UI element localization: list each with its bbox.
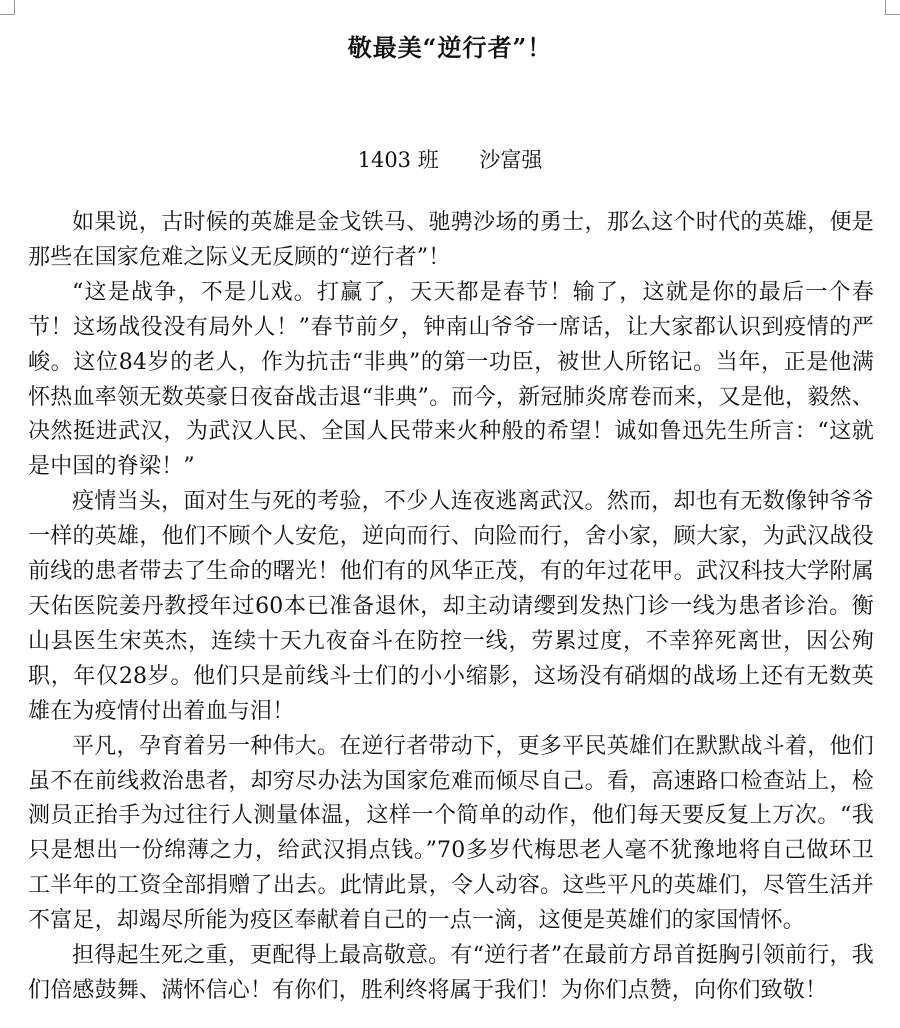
crop-mark-top-left [0,0,15,15]
crop-mark-top-right [885,0,900,15]
paragraph-2: “这是战争，不是儿戏。打赢了，天天都是春节！输了，这就是你的最后一个春节！这场战役没有局外人！”春节前夕，钟南山爷爷一席话，让大家都认识到疫情的严峻。这位84岁的老人，作为抗击“非典”的第一功臣，被世人所铭记。当年，正是他满怀热血率领无数英豪日夜奋战击退“非典”。而今，新冠肺炎席卷而来，又是他，毅然、决然挺进武汉，为武汉人民、全国人民带来火种般的希望！诚如鲁迅先生所言：“这就是中国的脊梁！” [28,279,874,480]
essay-body [28,206,874,1009]
paragraph-4: 平凡，孕育着另一种伟大。在逆行者带动下，更多平民英雄们在默默战斗着，他们虽不在前线救治患者，却穷尽办法为国家危难而倾尽自己。看，高速路口检查站上，检测员正抬手为过往行人测量体温，这样一个简单的动作，他们每天要反复上万次。“我只是想出一份绵薄之力，给武汉捐点钱。”70多岁代梅思老人毫不犹豫地将自己做环卫工半年的工资全部捐赠了出去。此情此景，令人动容。这些平凡的英雄们，尽管生活并不富足，却竭尽所能为疫区奉献着自己的一点一滴，这便是英雄们的家国情怀。 [28,733,874,934]
author-name: 沙富强 [479,148,543,172]
byline [0,144,900,176]
paragraph-3: 疫情当头，面对生与死的考验，不少人连夜逃离武汉。然而，却也有无数像钟爷爷一样的英雄，他们不顾个人安危，逆向而行、向险而行，舍小家，顾大家，为武汉战役前线的患者带去了生命的曙光！他们有的风华正茂，有的年过花甲。武汉科技大学附属天佑医院姜丹教授年过60本已准备退休，却主动请缨到发热门诊一线为患者诊治。衡山县医生宋英杰，连续十天九夜奋斗在防控一线，劳累过度，不幸猝死离世，因公殉职，年仅28岁。他们只是前线斗士们的小小缩影，这场没有硝烟的战场上还有无数英雄在为疫情付出着血与泪！ [28,489,874,724]
class-label: 1403 班 [357,148,439,172]
paragraph-1: 如果说，古时候的英雄是金戈铁马、驰骋沙场的勇士，那么这个时代的英雄，便是那些在国家危难之际义无反顾的“逆行者”！ [28,210,874,270]
essay-title: 敬最美“逆行者”！ [347,33,553,62]
paragraph-5: 担得起生死之重，更配得上最高敬意。有“逆行者”在最前方昂首挺胸引领前行，我们倍感鼓舞、满怀信心！有你们，胜利终将属于我们！为你们点赞，向你们致敬！ [28,943,874,1003]
